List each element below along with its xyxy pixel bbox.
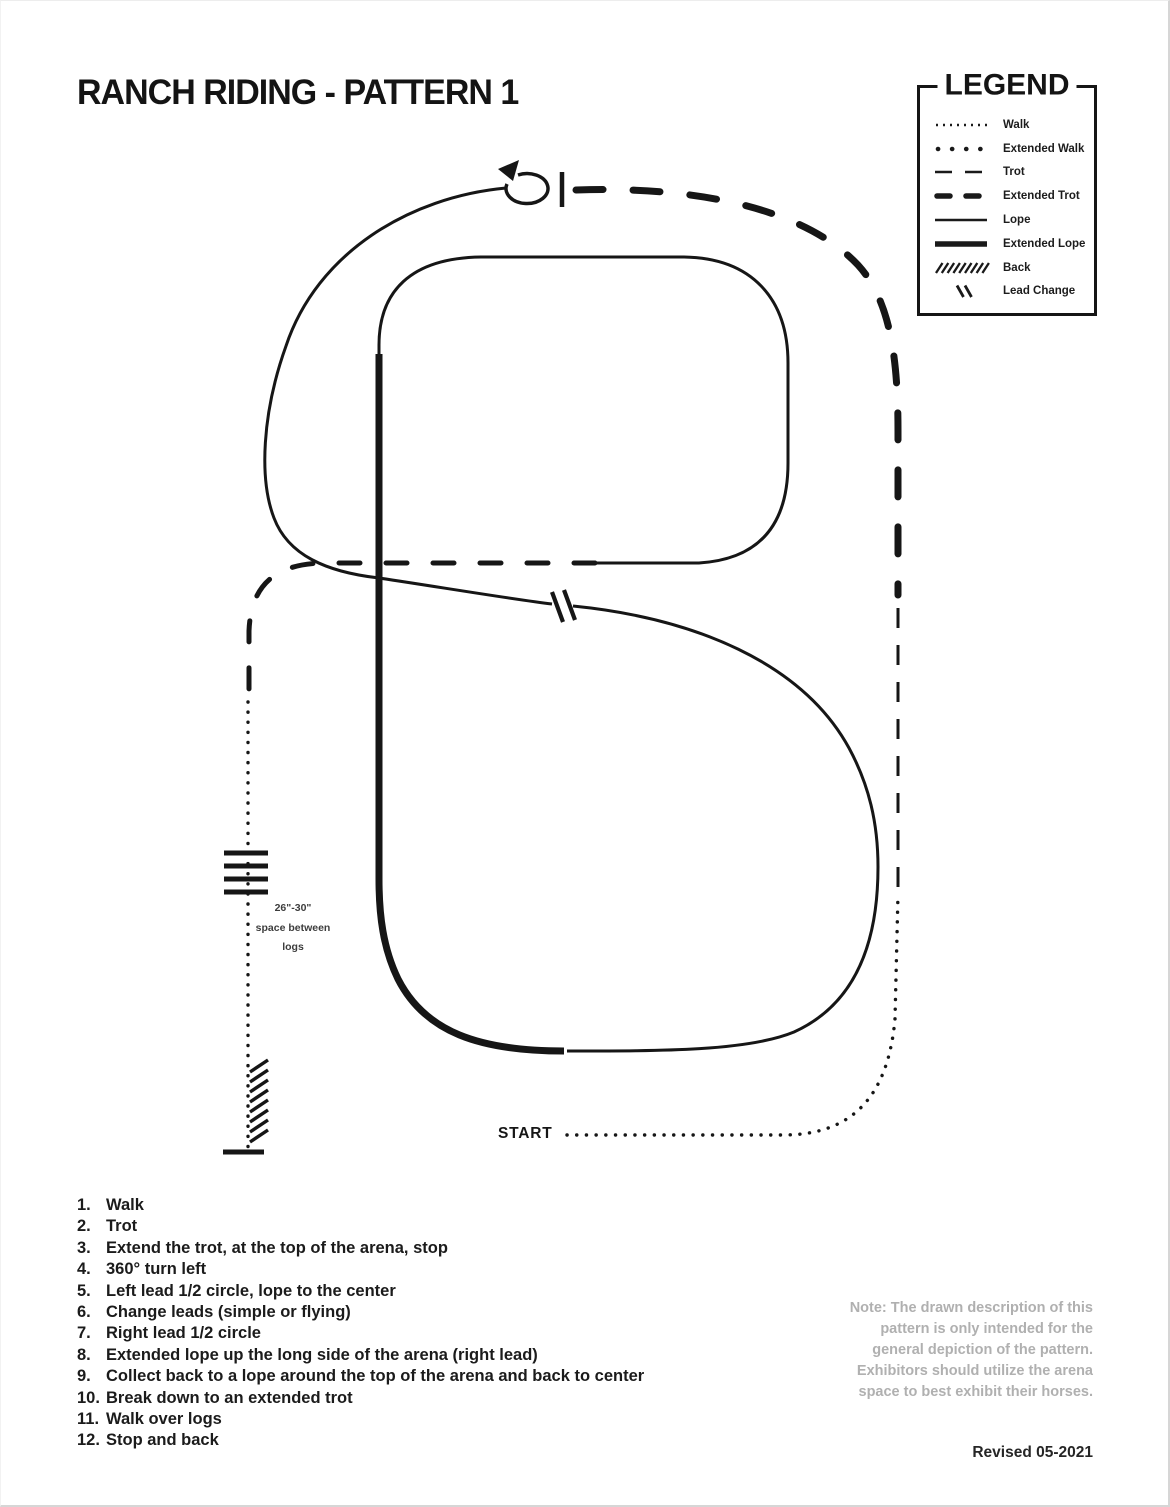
- instruction-item: 10. Break down to an extended trot: [77, 1388, 353, 1407]
- logs-spacing-line: logs: [282, 941, 304, 953]
- legend-item-back: Back: [920, 256, 1094, 280]
- back-hatch-marks: [250, 1060, 268, 1142]
- legend-item-lead-change: Lead Change: [920, 280, 1094, 304]
- disclaimer-line: space to best exhibit their horses.: [858, 1384, 1093, 1400]
- lead-change-marks: [552, 590, 575, 622]
- extended-lope-path: [379, 354, 564, 1051]
- instruction-item: 8. Extended lope up the long side of the arena (right lead): [77, 1345, 538, 1364]
- legend-title: LEGEND: [937, 68, 1076, 102]
- legend-item-trot: Trot: [920, 161, 1094, 185]
- legend-item-lope: Lope: [920, 208, 1094, 232]
- instruction-item: 1. Walk: [77, 1196, 144, 1214]
- lope-right-half-circle-path: [567, 606, 878, 1051]
- disclaimer-line: pattern is only intended for the: [880, 1321, 1093, 1337]
- instruction-item: 4. 360° turn left: [77, 1260, 207, 1279]
- extended-trot-left-path: [249, 563, 595, 692]
- instruction-item: 9. Collect back to a lope around the top of the arena and back to center: [77, 1367, 645, 1386]
- instruction-item: 12. Stop and back: [77, 1431, 219, 1450]
- logs-spacing-line: 26"-30": [274, 902, 312, 914]
- instruction-item: 6. Change leads (simple or flying): [77, 1303, 351, 1322]
- turn-360-arrowhead: [498, 160, 519, 181]
- page-title: RANCH RIDING - PATTERN 1: [77, 73, 519, 112]
- lope-left-half-circle-path: [265, 188, 552, 604]
- log-obstacles: [224, 853, 268, 892]
- legend-item-extended-trot: Extended Trot: [920, 184, 1094, 208]
- lope-top-loop-path: [379, 257, 788, 563]
- disclaimer-line: general depiction of the pattern.: [872, 1342, 1093, 1358]
- logs-spacing-note: [243, 899, 343, 958]
- disclaimer-line: Exhibitors should utilize the arena: [856, 1363, 1093, 1379]
- logs-spacing-line: space between: [255, 921, 331, 934]
- disclaimer-note: [850, 1298, 1093, 1403]
- instruction-item: 11. Walk over logs: [77, 1410, 222, 1429]
- legend-item-extended-walk: Extended Walk: [920, 137, 1094, 161]
- start-label: START: [498, 1125, 553, 1142]
- instruction-item: 5. Left lead 1/2 circle, lope to the center: [77, 1281, 396, 1300]
- walk-start-path: [567, 894, 898, 1135]
- instruction-item: 7. Right lead 1/2 circle: [77, 1324, 261, 1343]
- extended-trot-path: [576, 190, 898, 595]
- legend-item-walk: Walk: [920, 113, 1094, 137]
- instruction-item: 3. Extend the trot, at the top of the arena, stop: [77, 1238, 448, 1257]
- revision-label: Revised 05-2021: [972, 1444, 1093, 1461]
- instruction-item: 2. Trot: [77, 1217, 138, 1236]
- disclaimer-line: Note: The drawn description of this: [849, 1300, 1093, 1316]
- legend-item-extended-lope: Extended Lope: [920, 232, 1094, 256]
- instructions-list: [77, 1195, 644, 1452]
